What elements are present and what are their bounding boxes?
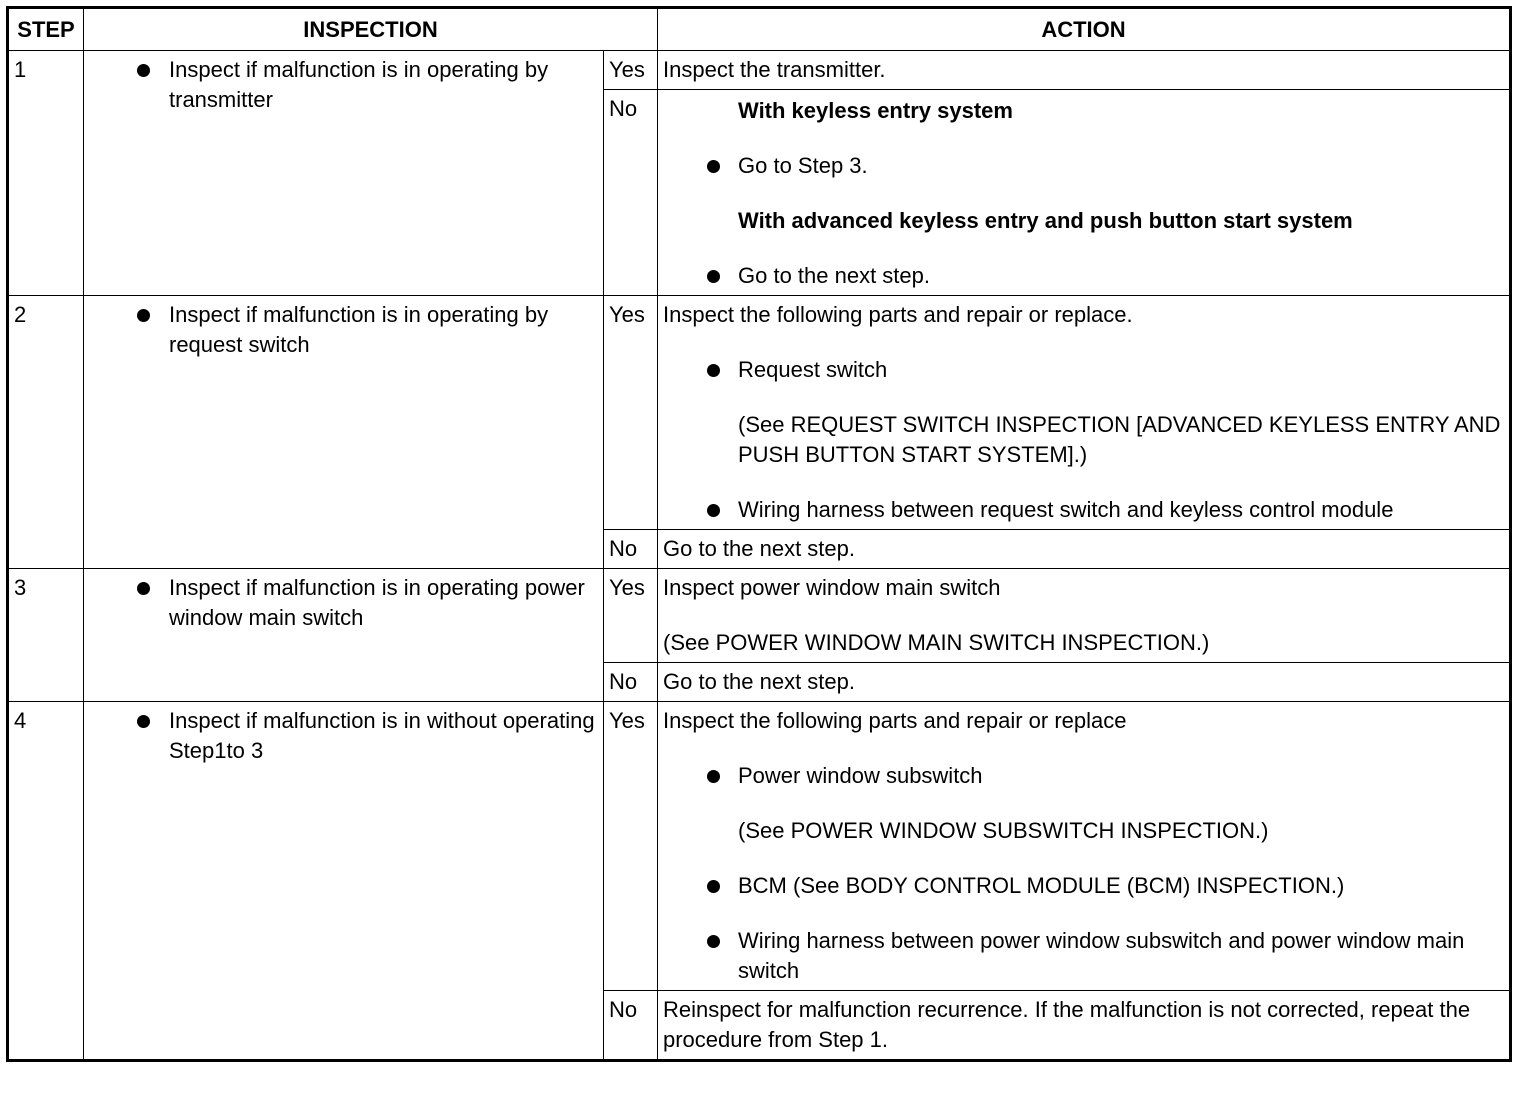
action-yes [658, 702, 1511, 991]
action-no [658, 991, 1511, 1061]
inspection-text: Inspect if malfunction is in operating by transmitter [169, 57, 549, 112]
yes-label: Yes [604, 702, 658, 991]
bullet-icon [707, 504, 720, 517]
action-bullet: Go to the next step. [738, 263, 931, 288]
no-label: No [604, 530, 658, 569]
action-text: Go to the next step. [663, 536, 856, 561]
action-note: (See POWER WINDOW SUBSWITCH INSPECTION.) [738, 818, 1269, 843]
bullet-icon [707, 364, 720, 377]
step-number: 3 [8, 569, 84, 702]
inspection-cell [84, 569, 604, 702]
action-yes [658, 51, 1511, 90]
step-number: 1 [8, 51, 84, 296]
action-text: Inspect power window main switch [663, 575, 1001, 600]
action-bullet: Request switch [738, 357, 888, 382]
bullet-icon [707, 770, 720, 783]
action-bullet: Wiring harness between request switch and keyless control module [738, 497, 1394, 522]
action-yes [658, 569, 1511, 663]
bullet-icon [137, 64, 150, 77]
inspection-text: Inspect if malfunction is in operating power window main switch [169, 575, 585, 630]
action-note: (See REQUEST SWITCH INSPECTION [ADVANCED KEYLESS ENTRY AND PUSH BUTTON START SYSTEM].) [738, 412, 1501, 467]
action-note: (See POWER WINDOW MAIN SWITCH INSPECTION.) [663, 630, 1210, 655]
bullet-icon [137, 582, 150, 595]
action-no [658, 530, 1511, 569]
table-row [8, 702, 1511, 991]
table-row [8, 296, 1511, 530]
action-text: Inspect the following parts and repair or replace. [663, 302, 1133, 327]
action-no [658, 663, 1511, 702]
bullet-icon [707, 270, 720, 283]
inspection-text: Inspect if malfunction is in operating by request switch [169, 302, 549, 357]
header-step: STEP [8, 8, 84, 51]
table-header-row [8, 8, 1511, 51]
action-no [658, 90, 1511, 296]
header-action: ACTION [658, 8, 1511, 51]
no-label: No [604, 663, 658, 702]
action-bullet: BCM (See BODY CONTROL MODULE (BCM) INSPECTION.) [738, 873, 1345, 898]
inspection-cell [84, 296, 604, 569]
action-text: Go to the next step. [663, 669, 856, 694]
action-bullet: Go to Step 3. [738, 153, 868, 178]
table-row [8, 51, 1511, 90]
inspection-cell [84, 702, 604, 1061]
inspection-cell [84, 51, 604, 296]
bullet-icon [137, 715, 150, 728]
bullet-icon [707, 160, 720, 173]
no-label: No [604, 90, 658, 296]
header-inspection: INSPECTION [84, 8, 658, 51]
table-row [8, 569, 1511, 663]
step-number: 4 [8, 702, 84, 1061]
bullet-icon [707, 880, 720, 893]
action-bullet: Wiring harness between power window subswitch and power window main switch [738, 928, 1465, 983]
yes-label: Yes [604, 569, 658, 663]
action-yes [658, 296, 1511, 530]
action-text: Reinspect for malfunction recurrence. If the malfunction is not corrected, repeat the procedure from Step 1. [663, 997, 1471, 1052]
inspection-text: Inspect if malfunction is in without operating Step1to 3 [169, 708, 595, 763]
bullet-icon [137, 309, 150, 322]
action-heading: With keyless entry system [738, 98, 1013, 123]
action-text: Inspect the following parts and repair or replace [663, 708, 1127, 733]
action-bullet: Power window subswitch [738, 763, 983, 788]
diagnostic-procedure-table [6, 6, 1512, 1062]
bullet-icon [707, 935, 720, 948]
yes-label: Yes [604, 51, 658, 90]
yes-label: Yes [604, 296, 658, 530]
no-label: No [604, 991, 658, 1061]
action-heading: With advanced keyless entry and push button start system [738, 208, 1353, 233]
action-text: Inspect the transmitter. [663, 57, 886, 82]
step-number: 2 [8, 296, 84, 569]
